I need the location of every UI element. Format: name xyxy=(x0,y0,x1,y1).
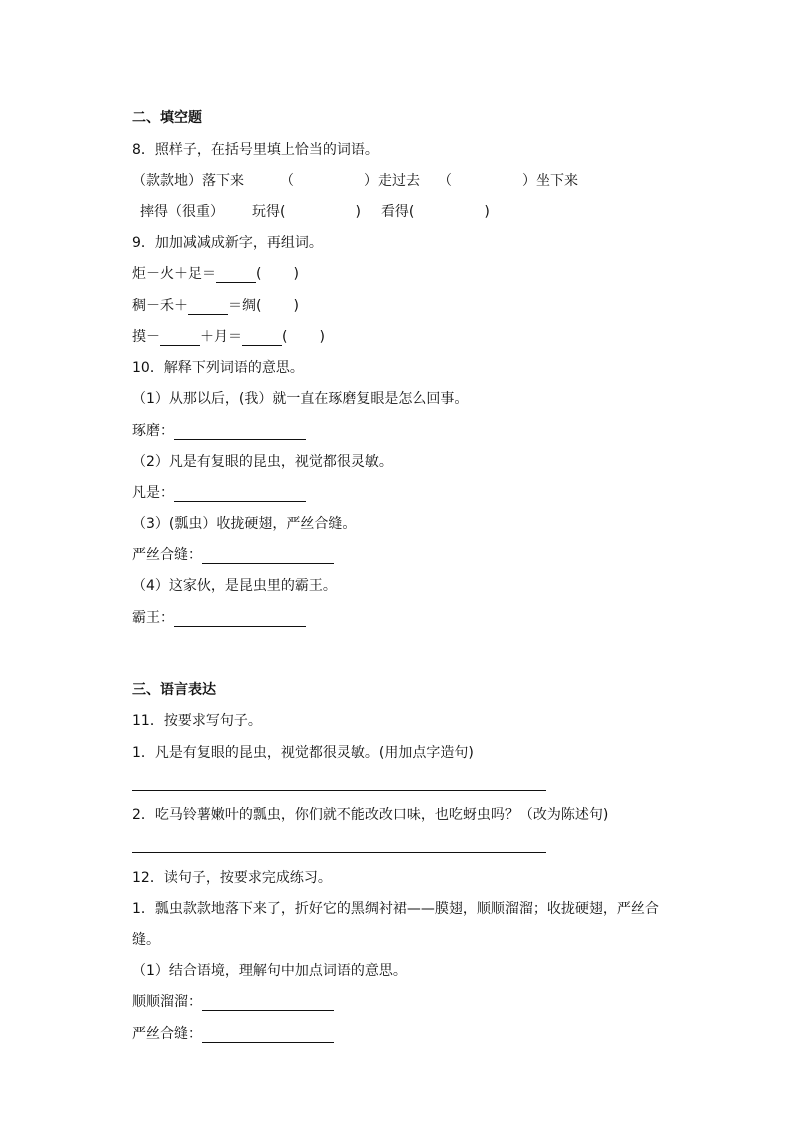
q8-example: （款款地）落下来 xyxy=(132,173,244,189)
paren-open: ( xyxy=(256,266,262,282)
paren-open: （ xyxy=(438,173,452,189)
q9-formula-1: 炬－火＋足＝ xyxy=(132,266,216,282)
blank-field[interactable] xyxy=(202,996,334,1011)
q8-row2 xyxy=(140,203,490,221)
blank-field[interactable] xyxy=(174,612,306,627)
q12-term-1: 顺顺溜溜： xyxy=(132,994,202,1010)
q12-sentence-1: 1．瓢虫款款地落下来了，折好它的黑绸衬裙——膜翅，顺顺溜溜；收拢硬翅，严丝合 xyxy=(132,901,659,917)
q10-answer-4 xyxy=(132,609,306,627)
q8-word-1: ）走过去 xyxy=(364,173,420,189)
q8-row1 xyxy=(132,172,578,190)
blank-field[interactable] xyxy=(242,331,282,346)
q10-term-1: 琢磨： xyxy=(132,423,174,439)
q10-answer-1 xyxy=(132,422,306,440)
answer-line[interactable] xyxy=(132,852,546,853)
q8-stem: 8．照样子，在括号里填上恰当的词语。 xyxy=(132,142,379,158)
section-3-title: 三、语言表达 xyxy=(132,682,216,698)
q9-formula-3: 摸－ xyxy=(132,329,160,345)
q12-stem: 12．读句子，按要求完成练习。 xyxy=(132,870,332,886)
blank-field[interactable] xyxy=(216,268,256,283)
blank-field[interactable] xyxy=(174,487,306,502)
q12-sub-1: （1）结合语境，理解句中加点词语的意思。 xyxy=(132,963,407,979)
paren-close: ) xyxy=(319,329,325,345)
paren-close: ) xyxy=(293,298,299,314)
paren-open: ( xyxy=(282,329,288,345)
q8-example-2: 摔得（很重） xyxy=(140,204,224,220)
section-2-title: 二、填空题 xyxy=(132,110,202,126)
q12-answer-2 xyxy=(132,1025,334,1043)
q10-answer-3 xyxy=(132,546,334,564)
q9-formula-3-mid: ＋月＝ xyxy=(200,329,242,345)
q9-stem: 9．加加减减成新字，再组词。 xyxy=(132,235,323,251)
q11-stem: 11．按要求写句子。 xyxy=(132,713,262,729)
q8-word-4: 看得( xyxy=(380,204,415,220)
paren-open: （ xyxy=(280,173,294,189)
blank-field[interactable] xyxy=(202,549,334,564)
paren-close: ) xyxy=(355,204,361,220)
q10-term-3: 严丝合缝： xyxy=(132,547,202,563)
q10-sentence-4: （4）这家伙，是昆虫里的霸王。 xyxy=(132,578,337,594)
q10-answer-2 xyxy=(132,484,306,502)
blank-field[interactable] xyxy=(202,1028,334,1043)
blank-field[interactable] xyxy=(188,300,228,315)
q8-word-2: ）坐下来 xyxy=(522,173,578,189)
q8-word-3: 玩得( xyxy=(252,204,286,220)
q9-line2 xyxy=(132,297,299,315)
q10-term-2: 凡是： xyxy=(132,485,174,501)
q10-sentence-3: （3）(瓢虫）收拢硬翅，严丝合缝。 xyxy=(132,516,357,532)
q9-line3 xyxy=(132,328,325,346)
paren-close: ) xyxy=(293,266,299,282)
blank-field[interactable] xyxy=(174,425,306,440)
q10-sentence-1: （1）从那以后，(我）就一直在琢磨复眼是怎么回事。 xyxy=(132,391,469,407)
q9-line1 xyxy=(132,265,299,283)
q12-sentence-1-cont: 缝。 xyxy=(132,932,160,948)
q10-stem: 10．解释下列词语的意思。 xyxy=(132,360,304,376)
q11-sentence-2: 2．吃马铃薯嫩叶的瓢虫，你们就不能改改口味，也吃蚜虫吗？（改为陈述句) xyxy=(132,807,609,823)
q11-sentence-1: 1．凡是有复眼的昆虫，视觉都很灵敏。(用加点字造句) xyxy=(132,745,474,761)
answer-line[interactable] xyxy=(132,790,546,791)
q10-term-4: 霸王： xyxy=(132,610,174,626)
q9-formula-2-end: ＝绸( xyxy=(228,298,262,314)
q10-sentence-2: （2）凡是有复眼的昆虫，视觉都很灵敏。 xyxy=(132,454,393,470)
q12-answer-1 xyxy=(132,993,334,1011)
q9-formula-2: 稠－禾＋ xyxy=(132,298,188,314)
paren-close: ) xyxy=(484,204,490,220)
blank-field[interactable] xyxy=(160,331,200,346)
q12-term-2: 严丝合缝： xyxy=(132,1026,202,1042)
